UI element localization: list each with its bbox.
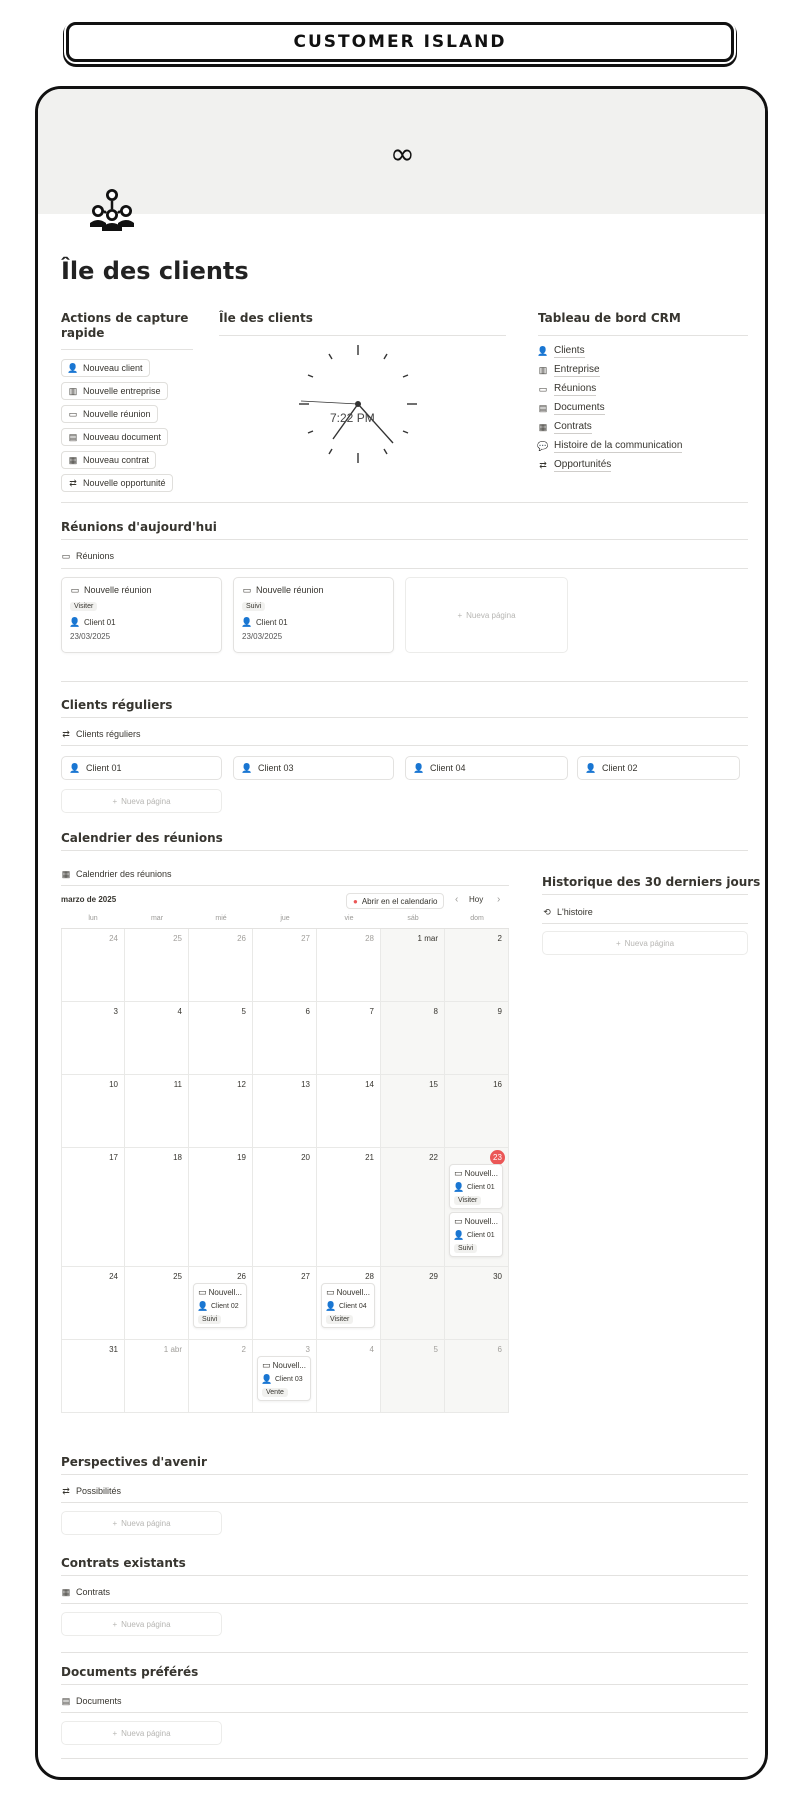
client-card[interactable]: 👤 Client 01 [61,756,222,780]
calendar-day-cell[interactable] [317,1267,381,1340]
next-month-chevron-icon[interactable]: › [497,894,501,905]
calendar-event[interactable]: ▭ Nouvell... 👤 Client 03 Vente [257,1356,311,1401]
person-icon: 👤 [585,762,597,773]
day-number: 14 [365,1080,374,1089]
day-number: 3 [305,1345,310,1354]
page-title: Île des clients [61,257,249,285]
day-number: 17 [109,1153,118,1162]
day-number: 5 [433,1345,438,1354]
banner-title: CUSTOMER ISLAND [293,32,507,52]
calendar-day-cell[interactable] [125,929,189,1002]
calendar-icon: ▭ [70,584,80,595]
meeting-date: 23/03/2025 [242,632,283,641]
day-number: 22 [429,1153,438,1162]
day-number: 4 [369,1345,374,1354]
document-icon: ▤ [68,431,78,442]
day-number: 6 [305,1007,310,1016]
today-date-badge: 23 [490,1150,505,1165]
regular-clients-view-tab[interactable]: ⇄ Clients réguliers [62,728,141,739]
clock-time: 7:22 PM [330,411,375,425]
calendar-day-cell[interactable] [381,1075,445,1148]
history-view-tab[interactable]: ⟲ L'histoire [543,906,593,917]
calendar-day-cell[interactable] [317,1002,381,1075]
new-contract-button[interactable]: ▦ Nouveau contrat [61,451,156,469]
calendar-day-cell[interactable] [253,1340,317,1413]
meeting-tag: Suivi [242,602,265,611]
calendar-day-cell[interactable] [189,1340,253,1413]
weekday-label: lun [88,915,98,922]
weekday-label: dom [470,915,484,922]
plus-icon: + [112,1619,118,1629]
calendar-icon: ▭ [242,584,252,595]
new-client-button[interactable]: 👤 Nouveau client [61,359,150,377]
notion-page-frame [35,86,768,1780]
documents-view-tab[interactable]: ▤ Documents [61,1695,122,1706]
person-icon: 👤 [261,1373,273,1384]
day-number: 9 [497,1007,502,1016]
person-icon: 👤 [413,762,425,773]
event-tag: Vente [262,1388,288,1397]
calendar-day-cell[interactable] [381,1340,445,1413]
today-meetings-title: Réunions d'aujourd'hui [61,520,217,534]
calendar-day-cell[interactable] [253,1075,317,1148]
person-icon: 👤 [69,762,81,773]
contract-icon: ▦ [538,422,548,432]
calendar-day-cell[interactable] [189,1002,253,1075]
crm-link-contracts[interactable]: ▦ Contrats [538,421,592,432]
calendar-day-cell[interactable] [445,929,509,1002]
event-tag: Suivi [198,1315,221,1324]
documents-title: Documents préférés [61,1665,199,1679]
weekday-label: vie [344,915,354,922]
day-number: 21 [365,1153,374,1162]
calendar-icon: ▦ [61,868,71,879]
person-icon: 👤 [67,362,79,373]
day-number: 29 [429,1272,438,1281]
crm-title: Tableau de bord CRM [538,311,681,325]
new-page-button[interactable]: + Nueva página [61,1612,222,1636]
calendar-day-cell[interactable] [61,1148,125,1267]
calendar-day-cell[interactable] [445,1267,509,1340]
building-icon: ▥ [538,365,548,375]
person-icon: 👤 [537,346,549,356]
day-number: 28 [365,934,374,943]
history-title: Historique des 30 derniers jours [542,875,761,889]
client-card[interactable]: 👤 Client 03 [233,756,394,780]
contracts-view-tab[interactable]: ▦ Contrats [61,1586,111,1597]
calendar-day-cell[interactable] [317,1148,381,1267]
calendar-app-icon: ● [353,896,358,906]
calendar-event[interactable]: ▭ Nouvell... 👤 Client 04 Visiter [321,1283,375,1328]
calendar-day-cell[interactable] [61,1267,125,1340]
calendar-day-cell[interactable] [125,1267,189,1340]
weekday-label: sáb [407,915,419,922]
calendar-day-cell[interactable] [61,929,125,1002]
new-company-button[interactable]: ▥ Nouvelle entreprise [61,382,168,400]
today-meetings-view-tab[interactable]: ▭ Réunions [61,550,115,561]
person-icon: 👤 [69,616,81,627]
clock-title: Île des clients [219,311,313,325]
new-page-button[interactable]: + Nueva página [542,931,748,955]
weekday-label: mié [215,915,227,922]
calendar-day-cell[interactable] [317,929,381,1002]
person-icon: 👤 [241,616,253,627]
day-number: 20 [301,1153,310,1162]
people-tree-icon [86,185,138,237]
meeting-tag: Visiter [70,602,97,611]
calendar-event[interactable]: ▭ Nouvell... 👤 Client 01 Suivi [449,1212,503,1257]
day-number: 16 [493,1080,502,1089]
calendar-day-cell[interactable] [317,1340,381,1413]
calendar-icon: ▭ [61,550,71,561]
crm-link-meetings[interactable]: ▭ Réunions [538,383,597,394]
calendar-view-tab[interactable]: ▦ Calendrier des réunions [61,868,172,879]
day-number: 8 [433,1007,438,1016]
person-icon: 👤 [241,762,253,773]
weekday-label: mar [150,915,164,922]
calendar-day-cell[interactable] [317,1075,381,1148]
calendar-day-cell[interactable] [253,929,317,1002]
new-page-button[interactable]: + Nueva página [61,1511,222,1535]
event-tag: Visiter [454,1196,481,1205]
calendar-day-cell[interactable] [125,1002,189,1075]
calendar-day-cell[interactable] [189,929,253,1002]
day-number: 27 [301,1272,310,1281]
event-tag: Visiter [326,1315,353,1324]
plus-icon: + [112,796,118,806]
calendar-icon: ▭ [262,1360,271,1370]
calendar-day-cell[interactable] [61,1075,125,1148]
day-number: 1 abr [163,1345,182,1354]
day-number: 30 [493,1272,502,1281]
calendar-day-cell[interactable] [381,929,445,1002]
day-number: 24 [109,934,118,943]
calendar-day-cell[interactable] [125,1075,189,1148]
contract-icon: ▦ [61,1586,71,1597]
person-icon: 👤 [453,1229,465,1240]
plus-icon: + [457,610,463,620]
crm-link-documents[interactable]: ▤ Documents [538,402,605,413]
repeat-icon: ⇄ [69,477,77,488]
crm-link-clients[interactable]: 👤 Clients [537,345,585,356]
day-number: 10 [109,1080,118,1089]
calendar-day-cell[interactable] [61,1002,125,1075]
document-icon: ▤ [538,403,548,413]
day-number: 2 [241,1345,246,1354]
day-number: 2 [497,934,502,943]
plus-icon: + [112,1728,118,1738]
calendar-icon: ▭ [198,1287,207,1297]
day-number: 18 [173,1153,182,1162]
contract-icon: ▦ [68,454,78,465]
new-meeting-button[interactable]: ▭ Nouvelle réunion [61,405,158,423]
meeting-card[interactable]: ▭ Nouvelle réunion Visiter 👤 Client 01 23/03/2025 [61,577,222,653]
crm-link-opportunities[interactable]: ⇄ Opportunités [539,459,612,470]
event-tag: Suivi [454,1244,477,1253]
day-number: 15 [429,1080,438,1089]
calendar-day-cell[interactable] [381,1267,445,1340]
open-in-calendar-button[interactable]: ● Abrir en el calendario [346,893,444,909]
day-number: 4 [177,1007,182,1016]
meeting-card[interactable]: ▭ Nouvelle réunion Suivi 👤 Client 01 23/03/2025 [233,577,394,653]
calendar-day-cell[interactable] [445,1340,509,1413]
calendar-day-cell[interactable] [125,1148,189,1267]
history-icon: ⟲ [543,906,551,917]
quick-actions-title: Actions de capture rapide [61,311,189,340]
building-icon: ▥ [68,385,78,396]
new-page-button[interactable]: + Nueva página [61,1721,222,1745]
day-number: 13 [301,1080,310,1089]
calendar-icon: ▭ [454,1216,463,1226]
calendar-icon: ▭ [326,1287,335,1297]
day-number: 26 [237,934,246,943]
client-card[interactable]: 👤 Client 02 [577,756,740,780]
day-number: 6 [497,1345,502,1354]
day-number: 27 [301,934,310,943]
day-number: 25 [173,1272,182,1281]
calendar-day-cell[interactable] [189,1075,253,1148]
infinity-icon: ∞ [390,137,415,172]
day-number: 28 [365,1272,374,1281]
client-card[interactable]: 👤 Client 04 [405,756,568,780]
prospects-title: Perspectives d'avenir [61,1455,207,1469]
calendar-icon: ▭ [538,384,548,394]
prev-month-chevron-icon[interactable]: ‹ [455,894,459,905]
top-banner [66,22,734,62]
analog-clock-widget [293,339,423,469]
weekday-label: jue [280,915,290,922]
person-icon: 👤 [453,1181,465,1192]
new-page-button[interactable]: + Nueva página [61,789,222,813]
person-icon: 👤 [197,1300,209,1311]
calendar-day-cell[interactable] [253,1002,317,1075]
calendar-day-cell[interactable] [253,1148,317,1267]
document-icon: ▤ [61,1695,71,1706]
calendar-icon: ▭ [454,1168,463,1178]
day-number: 11 [173,1080,182,1089]
calendar-day-cell[interactable] [61,1340,125,1413]
calendar-day-cell[interactable] [381,1148,445,1267]
day-number: 12 [237,1080,246,1089]
new-document-button[interactable]: ▤ Nouveau document [61,428,168,446]
calendar-title: Calendrier des réunions [61,831,223,845]
calendar-day-cell[interactable] [189,1148,253,1267]
calendar-day-cell[interactable] [125,1340,189,1413]
repeat-icon: ⇄ [62,728,70,739]
new-page-button[interactable]: + Nueva página [405,577,568,653]
regular-clients-title: Clients réguliers [61,698,173,712]
day-number: 26 [237,1272,246,1281]
calendar-day-cell[interactable] [445,1148,509,1267]
calendar-day-cell[interactable] [381,1002,445,1075]
crm-link-company[interactable]: ▥ Entreprise [538,364,600,375]
calendar-event[interactable]: ▭ Nouvell... 👤 Client 01 Visiter [449,1164,503,1209]
plus-icon: + [112,1518,118,1528]
day-number: 25 [173,934,182,943]
calendar-month: marzo de 2025 [61,895,117,904]
repeat-icon: ⇄ [62,1485,70,1496]
person-icon: 👤 [325,1300,337,1311]
plus-icon: + [615,938,621,948]
day-number: 3 [113,1007,118,1016]
day-number: 19 [237,1153,246,1162]
meeting-date: 23/03/2025 [70,632,111,641]
new-opportunity-button[interactable]: ⇄ Nouvelle opportunité [61,474,173,492]
calendar-day-cell[interactable] [445,1075,509,1148]
prospects-view-tab[interactable]: ⇄ Possibilités [62,1485,122,1496]
calendar-event[interactable]: ▭ Nouvell... 👤 Client 02 Suivi [193,1283,247,1328]
today-button[interactable]: Hoy [469,895,484,904]
contracts-title: Contrats existants [61,1556,186,1570]
day-number: 24 [109,1272,118,1281]
day-number: 31 [109,1345,118,1354]
calendar-day-cell[interactable] [253,1267,317,1340]
repeat-icon: ⇄ [539,460,547,470]
day-number: 1 mar [417,934,438,943]
calendar-day-cell[interactable] [445,1002,509,1075]
calendar-icon: ▭ [68,408,78,419]
crm-link-communication[interactable]: 💬 Histoire de la communication [537,440,683,451]
day-number: 5 [241,1007,246,1016]
calendar-day-cell[interactable] [189,1267,253,1340]
chat-icon: 💬 [537,441,549,451]
day-number: 7 [369,1007,374,1016]
